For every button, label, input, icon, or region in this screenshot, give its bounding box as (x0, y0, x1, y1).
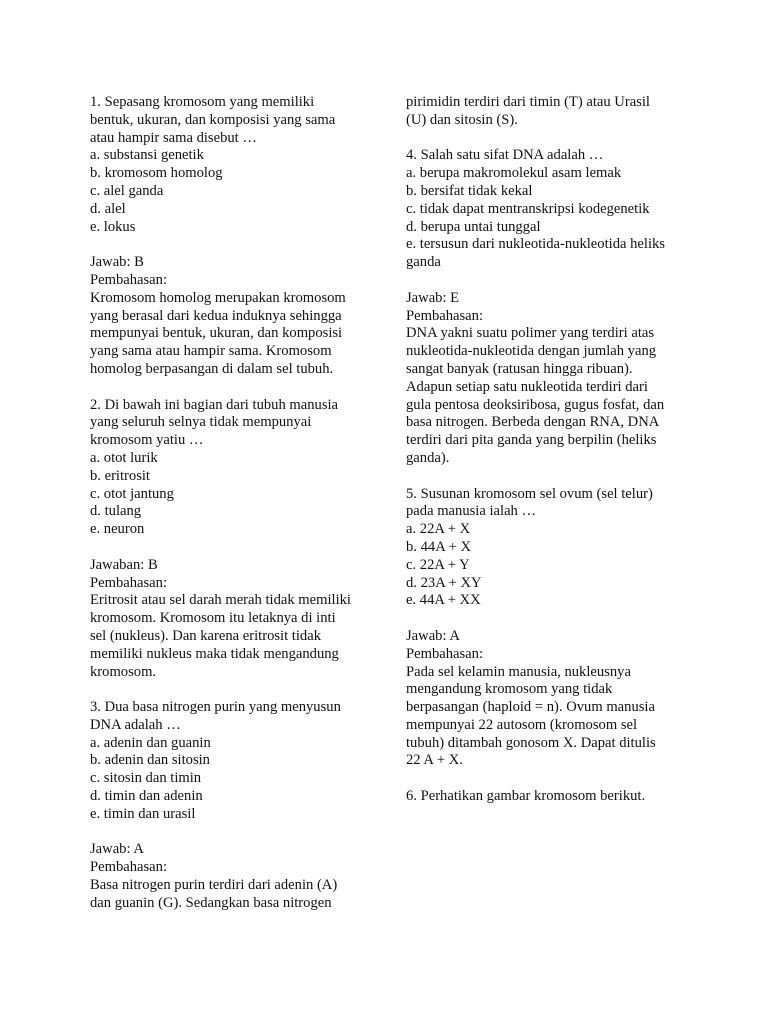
paragraph-spacer (90, 824, 372, 842)
left-text-column (90, 94, 372, 913)
right-text-column (406, 94, 690, 806)
text-line: Pada sel kelamin manusia, nukleusnya (406, 663, 631, 680)
text-line: d. berupa untai tunggal (406, 218, 541, 235)
text-line: nukleotida-nukleotida dengan jumlah yang (406, 343, 657, 360)
text-line: b. bersifat tidak kekal (406, 182, 533, 199)
text-line: 5. Susunan kromosom sel ovum (sel telur) (406, 485, 653, 502)
text-line: DNA adalah … (90, 716, 181, 733)
paragraph-spacer (90, 681, 372, 699)
text-line: kromosom. Kromosom itu letaknya di inti (90, 610, 336, 627)
text-line: e. timin dan urasil (90, 805, 196, 822)
text-line: kromosom. (90, 663, 157, 680)
text-line: mempunyai bentuk, ukuran, dan komposisi (90, 325, 343, 342)
text-line: sel (nukleus). Dan karena eritrosit tidak (90, 627, 321, 644)
text-line: 6. Perhatikan gambar kromosom berikut. (406, 788, 646, 805)
text-line: d. alel (90, 200, 126, 217)
text-line: c. sitosin dan timin (90, 770, 202, 787)
text-line: (U) dan sitosin (S). (406, 111, 518, 128)
text-line: dan guanin (G). Sedangkan basa nitrogen (90, 894, 332, 911)
text-line: DNA yakni suatu polimer yang terdiri atas (406, 325, 655, 342)
text-line: terdiri dari pita ganda yang berpilin (heliks (406, 432, 657, 449)
paragraph-spacer (406, 272, 690, 290)
text-line: b. adenin dan sitosin (90, 752, 210, 769)
paragraph-spacer (90, 236, 372, 254)
text-line: e. 44A + XX (406, 592, 481, 609)
text-line: gula pentosa deoksiribosa, gugus fosfat, dan (406, 396, 665, 413)
text-line: Pembahasan: (406, 645, 484, 662)
text-line: 1. Sepasang kromosom yang memiliki (90, 94, 315, 110)
text-line: c. 22A + Y (406, 556, 470, 573)
text-line: ganda (406, 254, 441, 271)
text-line: e. tersusun dari nukleotida-nukleotida heliks (406, 236, 665, 253)
text-line: Basa nitrogen purin terdiri dari adenin (A) (90, 877, 338, 894)
text-line: Jawab: A (406, 627, 460, 644)
text-line: 2. Di bawah ini bagian dari tubuh manusia (90, 396, 339, 413)
text-line: b. eritrosit (90, 467, 150, 484)
text-line: b. 44A + X (406, 538, 471, 555)
text-line: pada manusia ialah … (406, 503, 537, 520)
text-line: yang seluruh selnya tidak mempunyai (90, 414, 312, 431)
text-line: sangat banyak (ratusan hingga ribuan). (406, 360, 633, 377)
text-line: kromosom yatiu … (90, 432, 204, 449)
text-line: mempunyai 22 autosom (kromosom sel (406, 716, 638, 733)
text-line: 4. Salah satu sifat DNA adalah … (406, 147, 604, 164)
text-line: berpasangan (haploid = n). Ovum manusia (406, 699, 655, 716)
text-line: a. otot lurik (90, 449, 158, 466)
text-line: 22 A + X. (406, 752, 463, 769)
text-line: d. tulang (90, 503, 142, 520)
text-line: Jawab: B (90, 254, 144, 271)
text-line: e. lokus (90, 218, 136, 235)
paragraph-spacer (406, 130, 690, 148)
text-line: atau hampir sama disebut … (90, 129, 257, 146)
paragraph-spacer (406, 610, 690, 628)
text-line: ganda). (406, 449, 450, 466)
text-line: memiliki nukleus maka tidak mengandung (90, 645, 339, 662)
text-line: Adapun setiap satu nukleotida terdiri dari (406, 378, 648, 395)
text-line: basa nitrogen. Berbeda dengan RNA, DNA (406, 414, 660, 431)
text-line: mengandung kromosom yang tidak (406, 681, 613, 698)
text-line: Eritrosit atau sel darah merah tidak memiliki (90, 592, 351, 609)
text-line: yang sama atau hampir sama. Kromosom (90, 343, 332, 360)
text-line: b. kromosom homolog (90, 165, 223, 182)
text-line: d. 23A + XY (406, 574, 482, 591)
text-line: Pembahasan: (90, 859, 168, 876)
paragraph-spacer (90, 539, 372, 557)
text-line: pirimidin terdiri dari timin (T) atau Urasil (406, 94, 650, 110)
text-line: tubuh) ditambah gonosom X. Dapat ditulis (406, 734, 656, 751)
paragraph-spacer (90, 379, 372, 397)
text-line: c. alel ganda (90, 182, 164, 199)
paragraph-spacer (406, 770, 690, 788)
text-line: Pembahasan: (90, 271, 168, 288)
text-line: yang berasal dari kedua induknya sehingga (90, 307, 342, 324)
text-line: Kromosom homolog merupakan kromosom (90, 289, 346, 306)
text-line: Jawab: E (406, 289, 460, 306)
text-line: Jawaban: B (90, 556, 158, 573)
text-line: Jawab: A (90, 841, 144, 858)
text-line: a. substansi genetik (90, 147, 204, 164)
text-line: e. neuron (90, 521, 145, 538)
text-line: c. tidak dapat mentranskripsi kodegenetik (406, 200, 650, 217)
text-line: a. 22A + X (406, 521, 471, 538)
paragraph-spacer (406, 468, 690, 486)
text-line: c. otot jantung (90, 485, 174, 502)
text-line: bentuk, ukuran, dan komposisi yang sama (90, 111, 336, 128)
text-line: homolog berpasangan di dalam sel tubuh. (90, 360, 334, 377)
text-line: Pembahasan: (406, 307, 484, 324)
text-line: d. timin dan adenin (90, 788, 203, 805)
text-line: a. adenin dan guanin (90, 734, 211, 751)
text-line: Pembahasan: (90, 574, 168, 591)
text-line: a. berupa makromolekul asam lemak (406, 165, 622, 182)
text-line: 3. Dua basa nitrogen purin yang menyusun (90, 699, 341, 716)
